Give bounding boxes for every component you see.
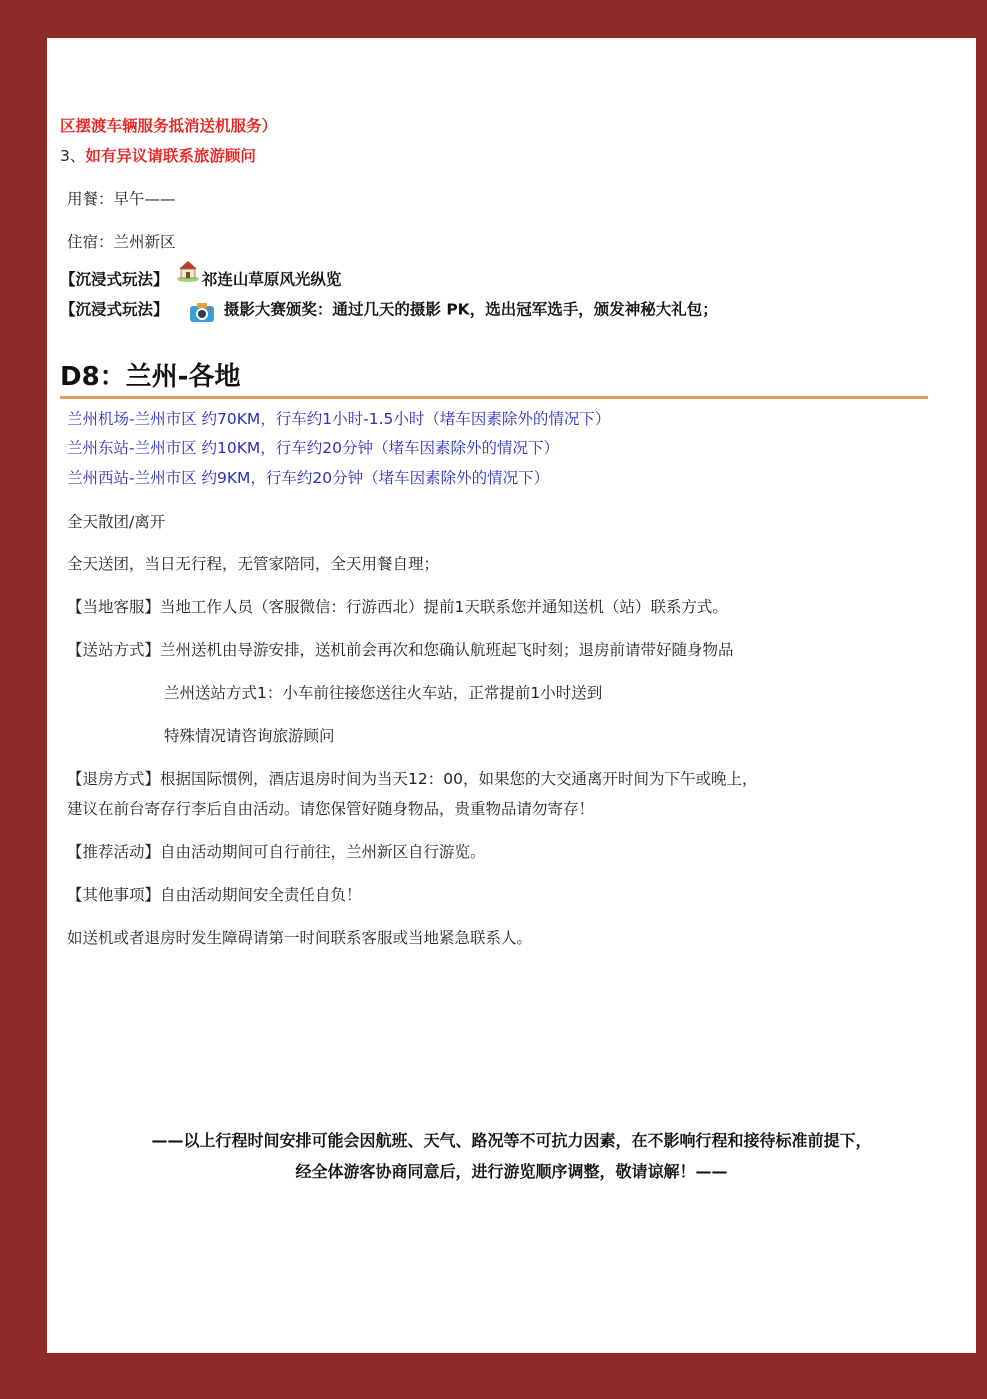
itinerary-line: 全天送团，当日无行程，无管家陪同，全天用餐自理； [67,555,440,573]
itinerary-line: 兰州送站方式1：小车前往接您送往火车站，正常提前1小时送到 [164,684,603,702]
document-page [47,38,976,1353]
intro-line-2-prefix: 3、 [60,147,86,165]
route-line-2: 兰州东站-兰州市区 约10KM，行车约20分钟（堵车因素除外的情况下） [67,439,560,457]
itinerary-line: 全天散团/离开 [67,513,166,531]
itinerary-line: 【退房方式】根据国际惯例，酒店退房时间为当天12：00，如果您的大交通离开时间为下午或晚上， [67,770,758,788]
route-line-1: 兰州机场-兰州市区 约70KM，行车约1小时-1.5小时（堵车因素除外的情况下） [67,410,611,428]
play-label-1: 【沉浸式玩法】 [60,270,169,289]
day-title: D8：兰州-各地 [60,362,241,392]
play-text-1: 祁连山草原风光纵览 [201,270,342,289]
itinerary-line: 【推荐活动】自由活动期间可自行前往，兰州新区自行游览。 [67,843,486,861]
intro-line-2-emphasis: 如有异议请联系旅游顾问 [85,147,256,165]
footer-note-line-2: 经全体游客协商同意后，进行游览顺序调整，敬请谅解！—— [295,1162,728,1181]
play-label-2: 【沉浸式玩法】 [60,300,169,319]
house-icon [176,258,200,286]
hotel-line: 住宿：兰州新区 [67,233,176,251]
play-line-1 [60,266,341,294]
itinerary-line: 建议在前台寄存行李后自由活动。请您保管好随身物品，贵重物品请勿寄存！ [67,800,595,818]
route-line-3: 兰州西站-兰州市区 约9KM，行车约20分钟（堵车因素除外的情况下） [67,469,550,487]
intro-line-1: 区摆渡车辆服务抵消送机服务） [60,117,278,135]
meal-line: 用餐：早午—— [67,190,176,208]
itinerary-line: 特殊情况请咨询旅游顾问 [164,727,335,745]
intro-line-2 [60,144,256,166]
itinerary-line: 如送机或者退房时发生障碍请第一时间联系客服或当地紧急联系人。 [67,929,533,947]
title-underline [60,396,928,399]
camera-icon [188,300,216,328]
footer-note-line-1: ——以上行程时间安排可能会因航班、天气、路况等不可抗力因素，在不影响行程和接待标准前提下， [151,1131,872,1150]
itinerary-line: 【其他事项】自由活动期间安全责任自负！ [67,886,362,904]
itinerary-line: 【当地客服】当地工作人员（客服微信：行游西北）提前1天联系您并通知送机（站）联系方式。 [67,598,728,616]
play-line-2 [60,296,718,324]
itinerary-line: 【送站方式】兰州送机由导游安排，送机前会再次和您确认航班起飞时刻；退房前请带好随身物品 [67,641,734,659]
play-text-2: 摄影大赛颁奖：通过几天的摄影 PK，选出冠军选手，颁发神秘大礼包； [223,300,718,319]
